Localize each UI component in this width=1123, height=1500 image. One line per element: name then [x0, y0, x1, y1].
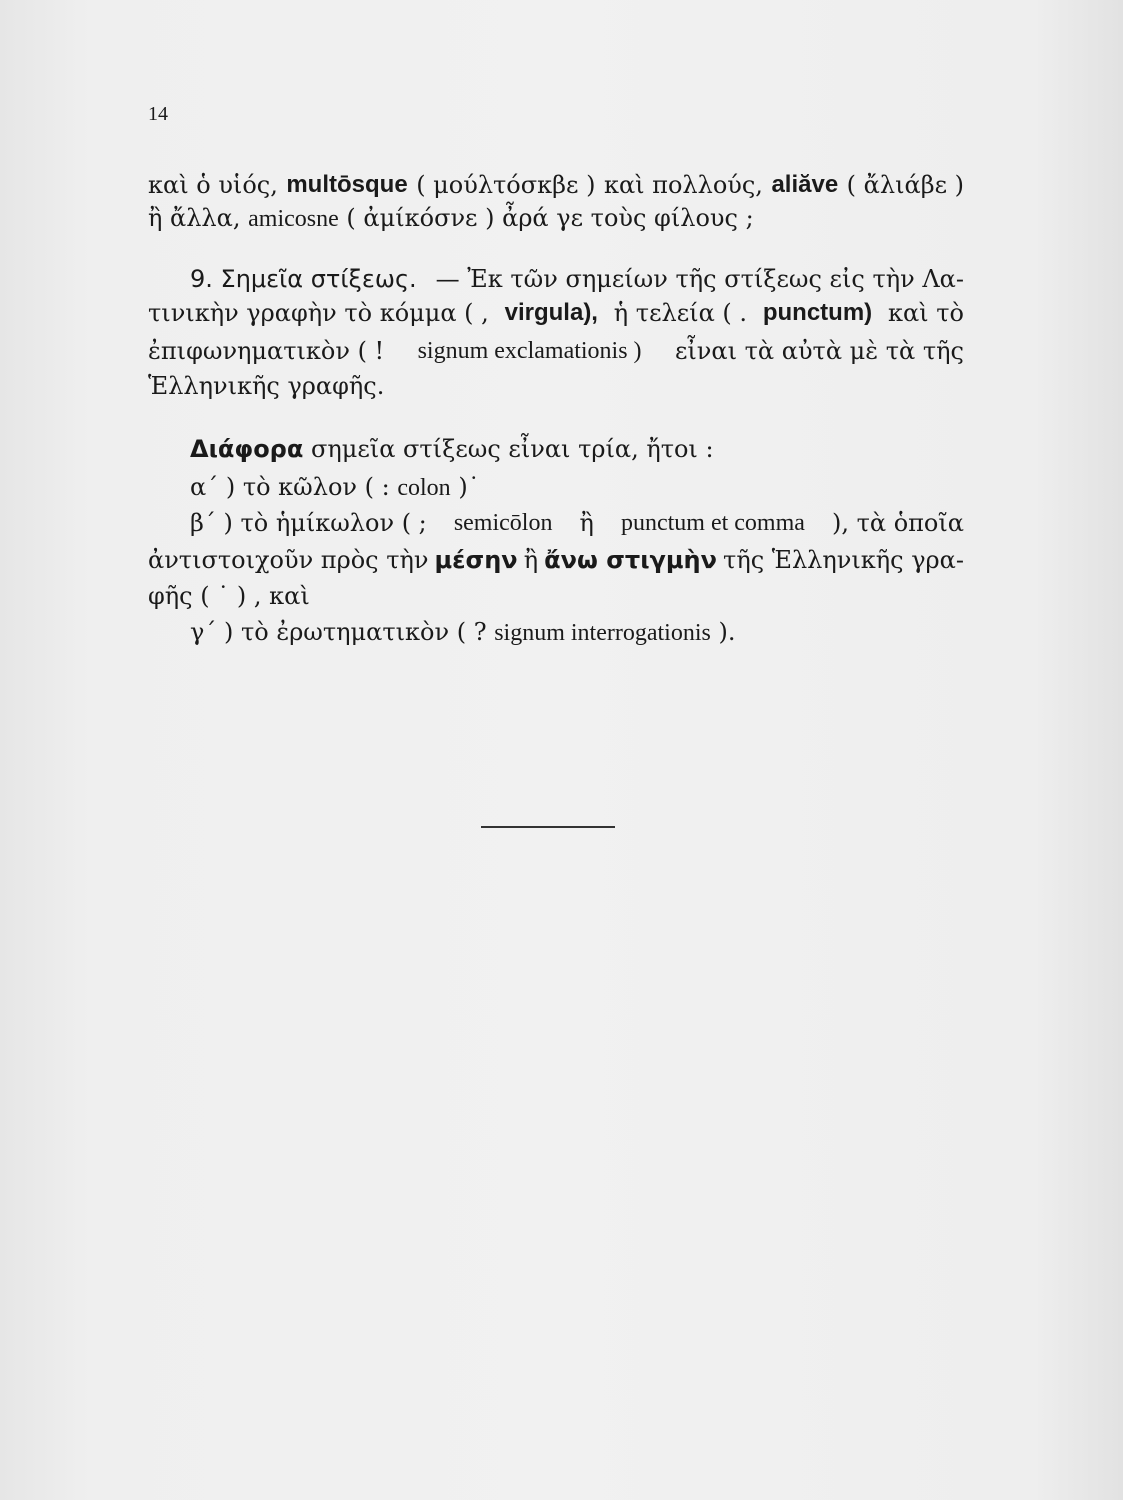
- greek-text: καὶ πολλούς,: [603, 171, 763, 199]
- emphasis-word: Διάφορα: [190, 435, 304, 463]
- latin-word: colon: [397, 475, 451, 501]
- greek-text: εἶναι τὰ αὐτὰ μὲ τὰ τῆς: [674, 337, 964, 365]
- emphasis-word: ἄνω στιγμὴν: [544, 546, 717, 574]
- greek-text: Ἑλληνικῆς γραφῆς.: [148, 372, 385, 400]
- text-line-11: [148, 581, 310, 611]
- greek-text: ἐπιφωνηματικὸν ( !: [148, 337, 385, 365]
- greek-text: ἀντιστοιχοῦν πρὸς τὴν: [148, 546, 429, 574]
- section-divider: [481, 826, 615, 828]
- latin-phrase: signum exclamationis ): [417, 338, 642, 364]
- text-line-10: [148, 545, 964, 575]
- text-line-5: [148, 336, 964, 366]
- greek-text: καὶ τὸ: [887, 299, 964, 327]
- text-line-1: [148, 170, 964, 200]
- latin-word: punctum): [762, 299, 873, 326]
- latin-word: semicōlon: [453, 510, 553, 536]
- greek-text: ἢ: [523, 546, 539, 574]
- greek-text: τῆς Ἑλληνικῆς γρα-: [723, 546, 964, 574]
- greek-text: α΄ ) τὸ κῶλον ( :: [190, 473, 390, 501]
- latin-phrase: punctum et comma: [620, 510, 805, 536]
- latin-word: virgula),: [504, 299, 598, 326]
- text-line-8: [190, 472, 480, 503]
- greek-text: — Ἐκ τῶν σημείων τῆς στίξεως εἰς τὴν Λα-: [435, 265, 964, 293]
- latin-word: amicosne: [248, 206, 339, 232]
- greek-text: ἆρά γε τοὺς φίλους ;: [502, 204, 754, 232]
- latin-phrase: signum interrogationis: [494, 620, 711, 646]
- greek-text: ).: [718, 618, 736, 646]
- greek-text: καὶ ὁ υἱός,: [148, 171, 278, 199]
- greek-text: τινικὴν γραφὴν τὸ κόμμα ( ,: [148, 299, 489, 327]
- greek-text: ἡ τελεία ( .: [613, 299, 748, 327]
- greek-transliteration: ( ἀμίκόσνε ): [346, 204, 495, 232]
- text-line-9: [190, 508, 964, 538]
- text-line-2: [148, 203, 754, 234]
- greek-text: β΄ ) τὸ ἡμίκωλον ( ;: [190, 509, 427, 537]
- text-line-6: [148, 371, 384, 401]
- greek-text: φῆς ( ˙ ) , καὶ: [148, 582, 310, 610]
- greek-transliteration: ( ἄλιάβε ): [846, 171, 964, 199]
- text-line-12: [190, 617, 736, 648]
- greek-text: ἢ: [579, 509, 594, 537]
- section-heading: 9. Σημεῖα στίξεως.: [190, 265, 417, 293]
- greek-text: ), τὰ ὁποῖα: [831, 509, 964, 537]
- greek-transliteration: ( μούλτόσκβε ): [416, 171, 596, 199]
- text-line-4: [148, 298, 964, 328]
- latin-word: multōsque: [286, 171, 408, 198]
- greek-text: ἢ ἄλλα,: [148, 204, 241, 232]
- greek-text: )˙: [458, 473, 480, 501]
- page-number: 14: [148, 103, 168, 125]
- text-line-3: [190, 264, 964, 294]
- latin-word: aliăve: [771, 171, 839, 198]
- greek-text: γ΄ ) τὸ ἐρωτηματικὸν ( ?: [190, 618, 487, 646]
- greek-text: σημεῖα στίξεως εἶναι τρία, ἤτοι :: [310, 435, 714, 463]
- emphasis-word: μέσην: [434, 546, 518, 574]
- text-line-7: [190, 434, 714, 464]
